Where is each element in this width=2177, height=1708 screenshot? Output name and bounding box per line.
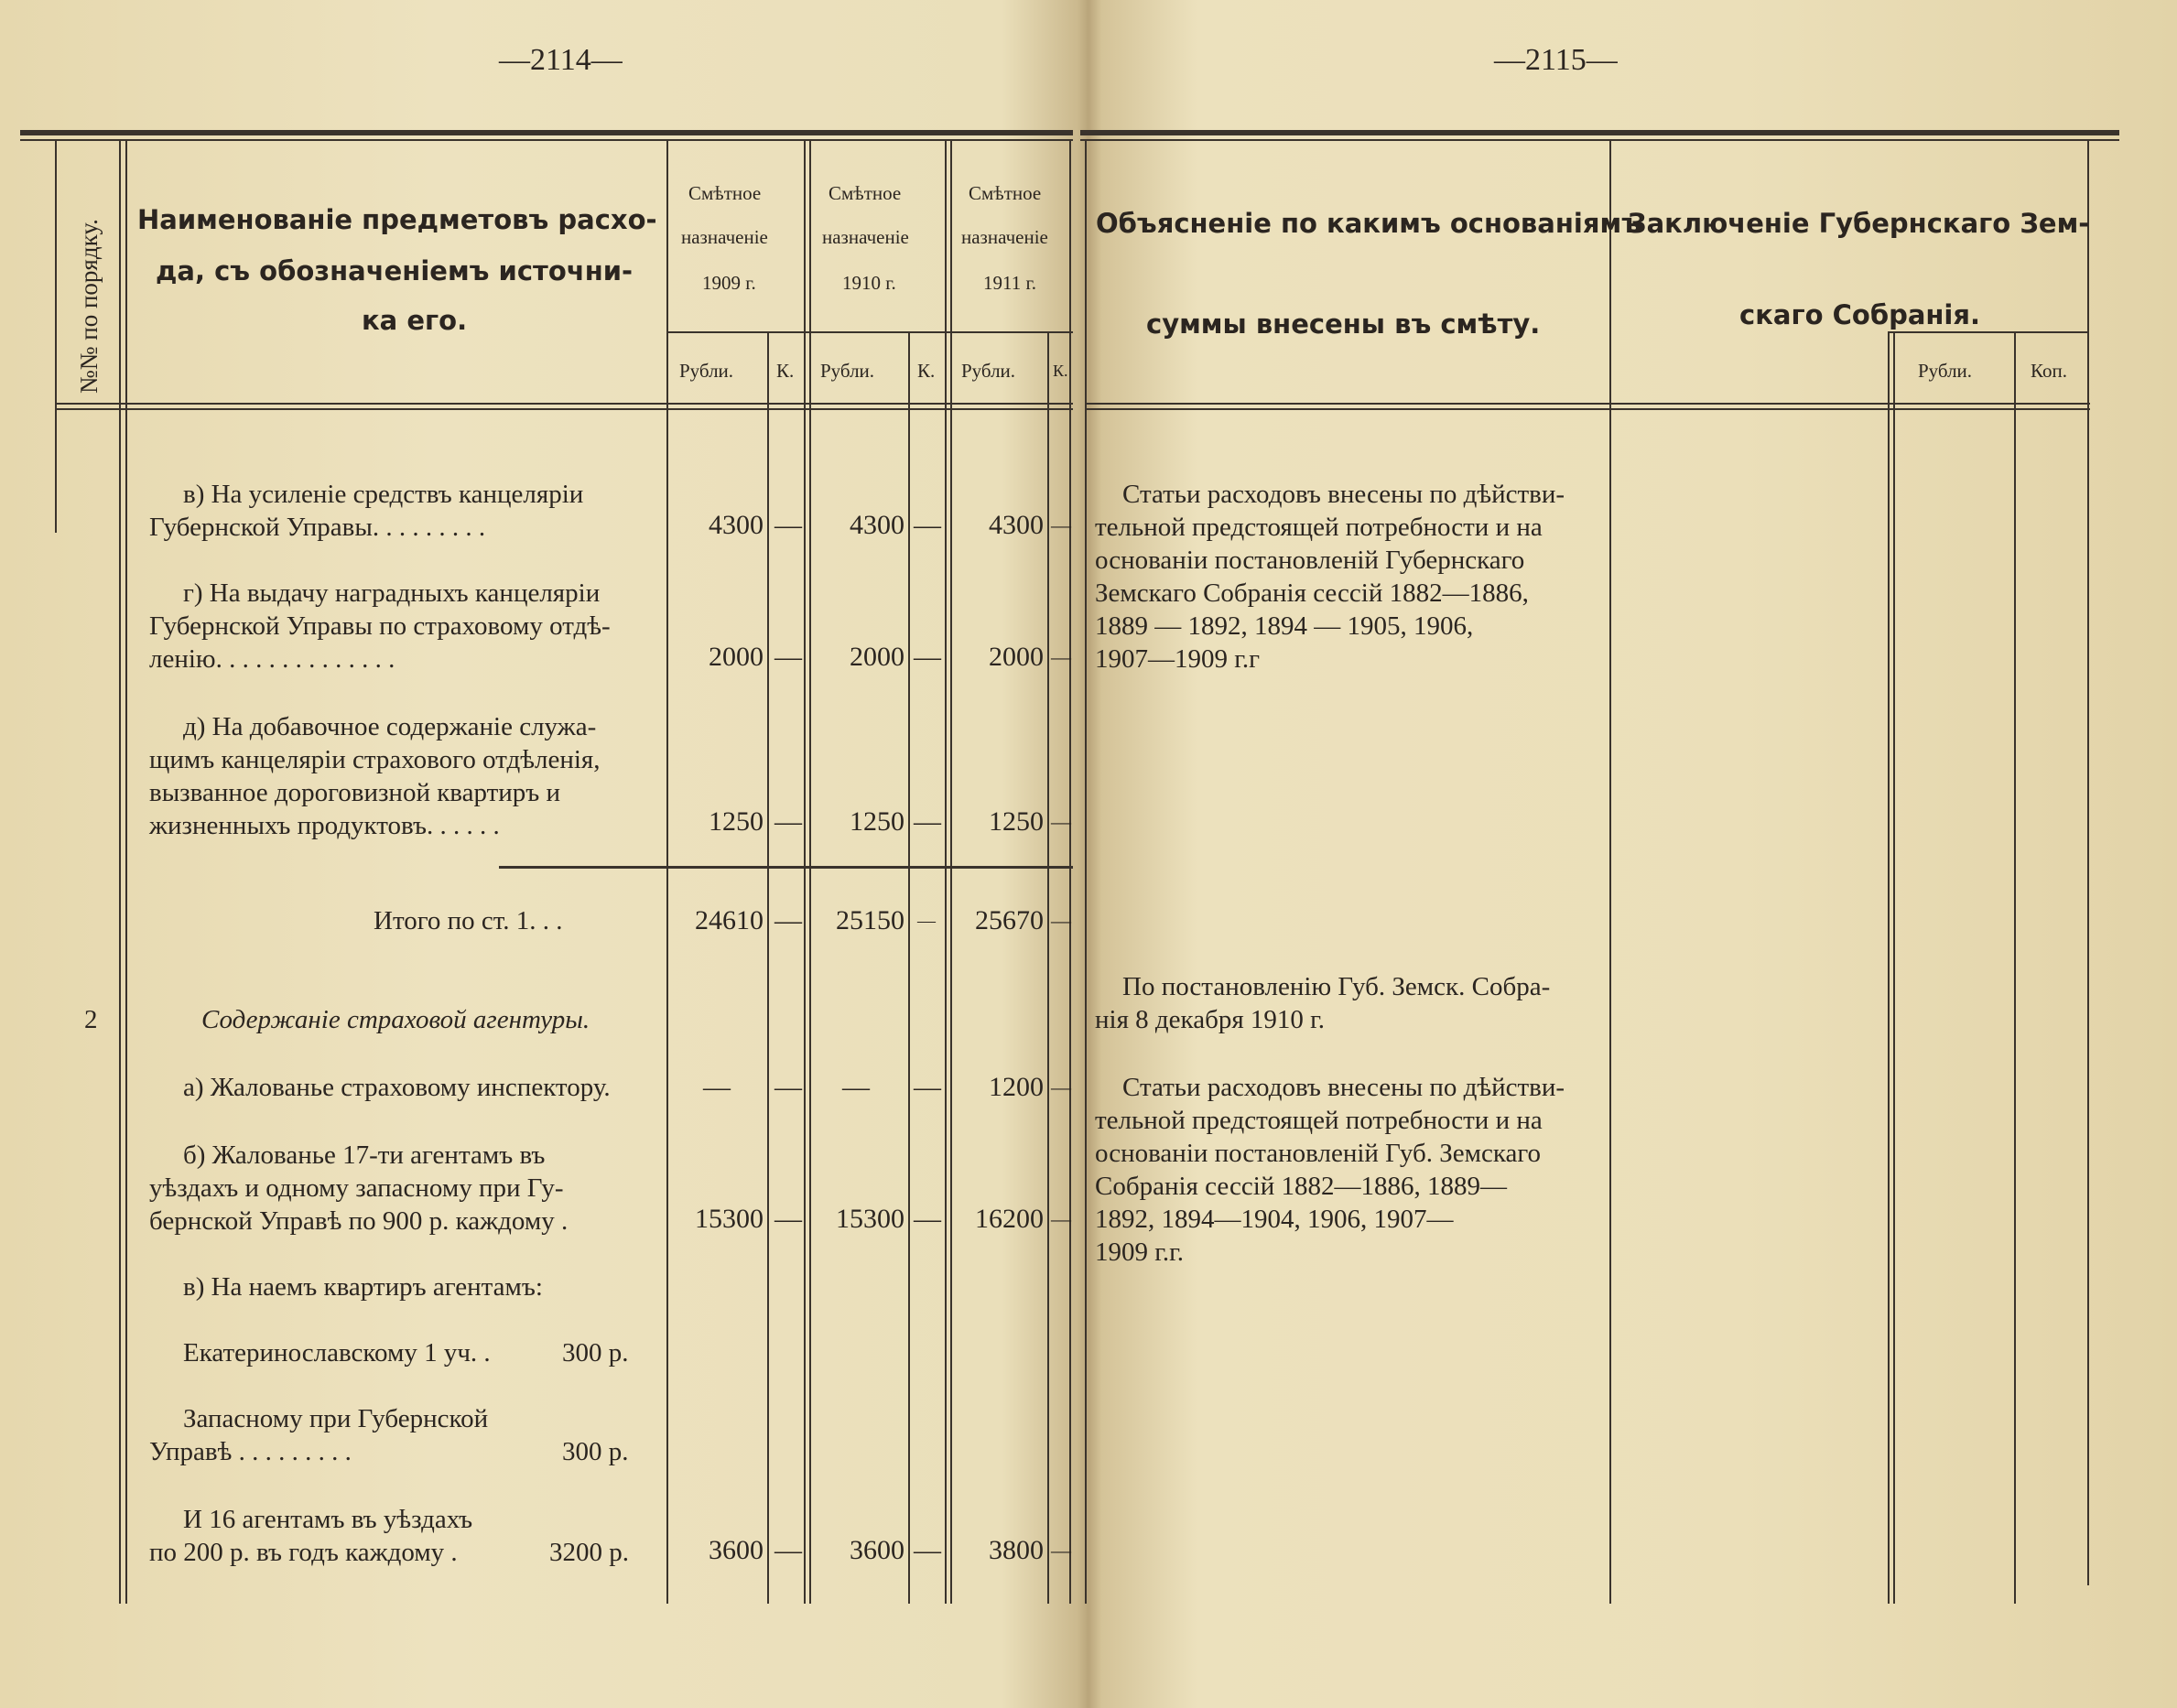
kop-dash: —	[914, 510, 941, 540]
row-a-1911: 1200	[989, 1072, 1044, 1102]
row-i16-line-2: по 200 р. въ годъ каждому .	[149, 1538, 458, 1567]
kop-dash: —	[774, 1072, 802, 1102]
section-title: Содержаніе страховой агентуры.	[201, 1005, 590, 1034]
left-page-number: —2114—	[499, 43, 623, 77]
col-conclusion-heading-1: Заключеніе Губернскаго Зем-	[1628, 208, 2090, 239]
vline-right-page-edge	[1085, 139, 1087, 1604]
kop-dash: —	[774, 1204, 802, 1234]
vline-1910	[804, 139, 806, 1604]
vline-left-edge	[55, 139, 57, 533]
kop-heading-1909: К.	[776, 360, 795, 382]
explain-1-line-5: 1889 — 1892, 1894 — 1905, 1906,	[1095, 611, 1474, 641]
col-1911-heading-1: Смѣтное	[969, 182, 1042, 204]
row-b-line-3: бернской Управѣ по 900 р. каждому .	[149, 1206, 569, 1236]
total-rule-values	[666, 866, 1073, 869]
total-1909: 24610	[695, 905, 764, 935]
kop-dash: —	[1051, 909, 1071, 932]
kop-dash: —	[914, 1072, 941, 1102]
row-g-line-1: г) На выдачу наградныхъ канцеляріи	[183, 578, 601, 608]
total-rule-name	[499, 866, 666, 869]
top-rule-right-thin	[1080, 139, 2119, 141]
col-conclusion-heading-2: скаго Собранія.	[1739, 299, 1981, 330]
col-1910-heading-2: назначеніе	[822, 226, 909, 248]
row-g-line-2: Губернской Управы по страховому отдѣ-	[149, 611, 611, 641]
kop-dash: —	[1051, 513, 1071, 536]
explain-3-line-3: основаніи постановленій Губ. Земскаго	[1095, 1139, 1542, 1168]
row-i16-line-1: И 16 агентамъ въ уѣздахъ	[183, 1505, 473, 1534]
kop-dash: —	[917, 911, 936, 931]
total-1911: 25670	[975, 905, 1044, 935]
kop-dash: —	[1051, 1076, 1071, 1098]
total-label: Итого по ст. 1. . .	[374, 906, 563, 935]
vline-explain	[1609, 139, 1611, 1604]
header-bottom-rule-right	[1085, 403, 2090, 405]
explain-2-line-1: По постановленію Губ. Земск. Собра-	[1122, 972, 1551, 1001]
explain-1-line-3: основаніи постановленій Губернскаго	[1095, 546, 1525, 575]
row-i16-1909: 3600	[709, 1535, 764, 1565]
top-rule-left-thin	[20, 139, 1073, 141]
explain-1-line-4: Земскаго Собранія сессій 1882—1886,	[1095, 578, 1529, 608]
row-d-line-2: щимъ канцеляріи страхового отдѣленія,	[149, 745, 601, 774]
row-d-1909: 1250	[709, 806, 764, 837]
row-ek-label: Екатеринославскому 1 уч. .	[183, 1338, 491, 1367]
vline-1910-2	[809, 139, 811, 1604]
row-d-line-3: вызванное дороговизной квартиръ и	[149, 778, 561, 807]
vline-concl-kop	[2014, 331, 2016, 1604]
col-1911-heading-3: 1911 г.	[983, 272, 1036, 294]
kop-dash: —	[774, 1535, 802, 1565]
col-1909-heading-3: 1909 г.	[702, 272, 756, 294]
vline-1910-kop	[908, 331, 910, 1604]
row-b-1909: 15300	[695, 1204, 764, 1234]
explain-1-line-2: тельной предстоящей потребности и на	[1095, 513, 1543, 542]
kop-dash: —	[914, 642, 941, 672]
row-b-1910: 15300	[836, 1204, 904, 1234]
row-g-1910: 2000	[850, 642, 904, 672]
explain-3-line-4: Собранія сессій 1882—1886, 1889—	[1095, 1172, 1508, 1201]
row-b-1911: 16200	[975, 1204, 1044, 1234]
section-number: 2	[84, 1005, 98, 1034]
vline-1909-kop	[767, 331, 769, 1604]
explain-3-line-6: 1909 г.г.	[1095, 1238, 1184, 1267]
total-1910: 25150	[836, 905, 904, 935]
kop-heading-1910: К.	[917, 360, 936, 382]
rub-heading-1910: Рубли.	[820, 360, 875, 382]
col-1911-heading-2: назначеніе	[961, 226, 1048, 248]
row-i16-sum: 3200 р.	[549, 1538, 629, 1567]
col-number-heading: №№ по порядку.	[75, 219, 103, 394]
header-bottom-rule-left-2	[55, 408, 1073, 410]
kop-dash: —	[1051, 1539, 1071, 1562]
row-b-line-1: б) Жалованье 17-ти агентамъ въ	[183, 1140, 546, 1170]
row-b-line-2: уѣздахъ и одному запасному при Гу-	[149, 1173, 564, 1203]
vline-no-col-2	[125, 139, 127, 1604]
kop-dash: —	[774, 642, 802, 672]
row-a-line-1: а) Жалованье страховому инспектору.	[183, 1073, 611, 1102]
row-v-1910: 4300	[850, 510, 904, 540]
concl-kop-heading: Коп.	[2031, 360, 2067, 382]
row-d-1910: 1250	[850, 806, 904, 837]
explain-3-line-2: тельной предстоящей потребности и на	[1095, 1106, 1543, 1135]
vline-right-edge	[2087, 139, 2089, 1585]
vline-1911-kop	[1047, 331, 1049, 1604]
kop-dash: —	[1051, 1207, 1071, 1230]
row-a-1910: —	[842, 1072, 870, 1102]
col-1910-heading-3: 1910 г.	[842, 272, 896, 294]
vline-no-col	[119, 139, 121, 1604]
row-g-1909: 2000	[709, 642, 764, 672]
right-page-number: —2115—	[1494, 43, 1618, 77]
row-v-1909: 4300	[709, 510, 764, 540]
col-explain-heading-2: суммы внесены въ смѣту.	[1146, 308, 1541, 340]
col-1910-heading-1: Смѣтное	[829, 182, 902, 204]
top-rule-left	[20, 130, 1073, 135]
row-d-1911: 1250	[989, 806, 1044, 837]
row-zap-line-2: Управѣ . . . . . . . . .	[149, 1437, 352, 1466]
row-g-line-3: ленію. . . . . . . . . . . . . .	[149, 644, 395, 674]
top-rule-right	[1080, 130, 2119, 135]
kop-dash: —	[774, 510, 802, 540]
row-g-1911: 2000	[989, 642, 1044, 672]
explain-1-line-1: Статьи расходовъ внесены по дѣйстви-	[1122, 480, 1565, 509]
kop-dash: —	[1051, 645, 1071, 668]
header-bottom-rule-left	[55, 403, 1073, 405]
col-1909-heading-1: Смѣтное	[688, 182, 762, 204]
subheader-rule-right	[1888, 331, 2089, 333]
row-v-line-2: Губернской Управы. . . . . . . . .	[149, 513, 486, 542]
explain-2-line-2: нія 8 декабря 1910 г.	[1095, 1005, 1326, 1034]
col-name-heading-1: Наименованіе предметовъ расхо-	[137, 204, 657, 235]
row-ek-sum: 300 р.	[562, 1338, 629, 1367]
concl-rub-heading: Рубли.	[1918, 360, 1973, 382]
vline-1909	[666, 139, 668, 1604]
row-i16-1911: 3800	[989, 1535, 1044, 1565]
vline-concl-rub	[1888, 331, 1890, 1604]
vline-left-page-edge	[1069, 139, 1071, 1604]
row-vv-line-1: в) На наемъ квартиръ агентамъ:	[183, 1272, 543, 1302]
kop-dash: —	[774, 806, 802, 837]
col-name-heading-3: ка его.	[362, 305, 468, 336]
row-zap-line-1: Запасному при Губернской	[183, 1404, 489, 1433]
vline-1911	[945, 139, 947, 1604]
vline-concl-rub-2	[1893, 331, 1895, 1604]
explain-3-line-1: Статьи расходовъ внесены по дѣйстви-	[1122, 1073, 1565, 1102]
kop-heading-1911: К.	[1053, 362, 1068, 380]
kop-dash: —	[914, 1204, 941, 1234]
header-bottom-rule-right-2	[1085, 408, 2090, 410]
row-d-line-1: д) На добавочное содержаніе служа-	[183, 712, 597, 741]
subheader-rule-left	[666, 331, 1073, 333]
explain-1-line-6: 1907—1909 г.г	[1095, 644, 1261, 674]
kop-dash: —	[774, 905, 802, 935]
row-v-1911: 4300	[989, 510, 1044, 540]
row-d-line-4: жизненныхъ продуктовъ. . . . . .	[149, 811, 500, 840]
rub-heading-1909: Рубли.	[679, 360, 734, 382]
row-a-1909: —	[703, 1072, 731, 1102]
rub-heading-1911: Рубли.	[961, 360, 1016, 382]
col-explain-heading-1: Объясненіе по какимъ основаніямъ	[1096, 208, 1641, 239]
col-1909-heading-2: назначеніе	[681, 226, 768, 248]
explain-3-line-5: 1892, 1894—1904, 1906, 1907—	[1095, 1205, 1454, 1234]
kop-dash: —	[1051, 810, 1071, 833]
kop-dash: —	[914, 1535, 941, 1565]
row-v-line-1: в) На усиленіе средствъ канцеляріи	[183, 480, 584, 509]
kop-dash: —	[914, 806, 941, 837]
row-zap-sum: 300 р.	[562, 1437, 629, 1466]
row-i16-1910: 3600	[850, 1535, 904, 1565]
vline-1911-2	[950, 139, 952, 1604]
col-name-heading-2: да, съ обозначеніемъ источни-	[156, 255, 634, 286]
